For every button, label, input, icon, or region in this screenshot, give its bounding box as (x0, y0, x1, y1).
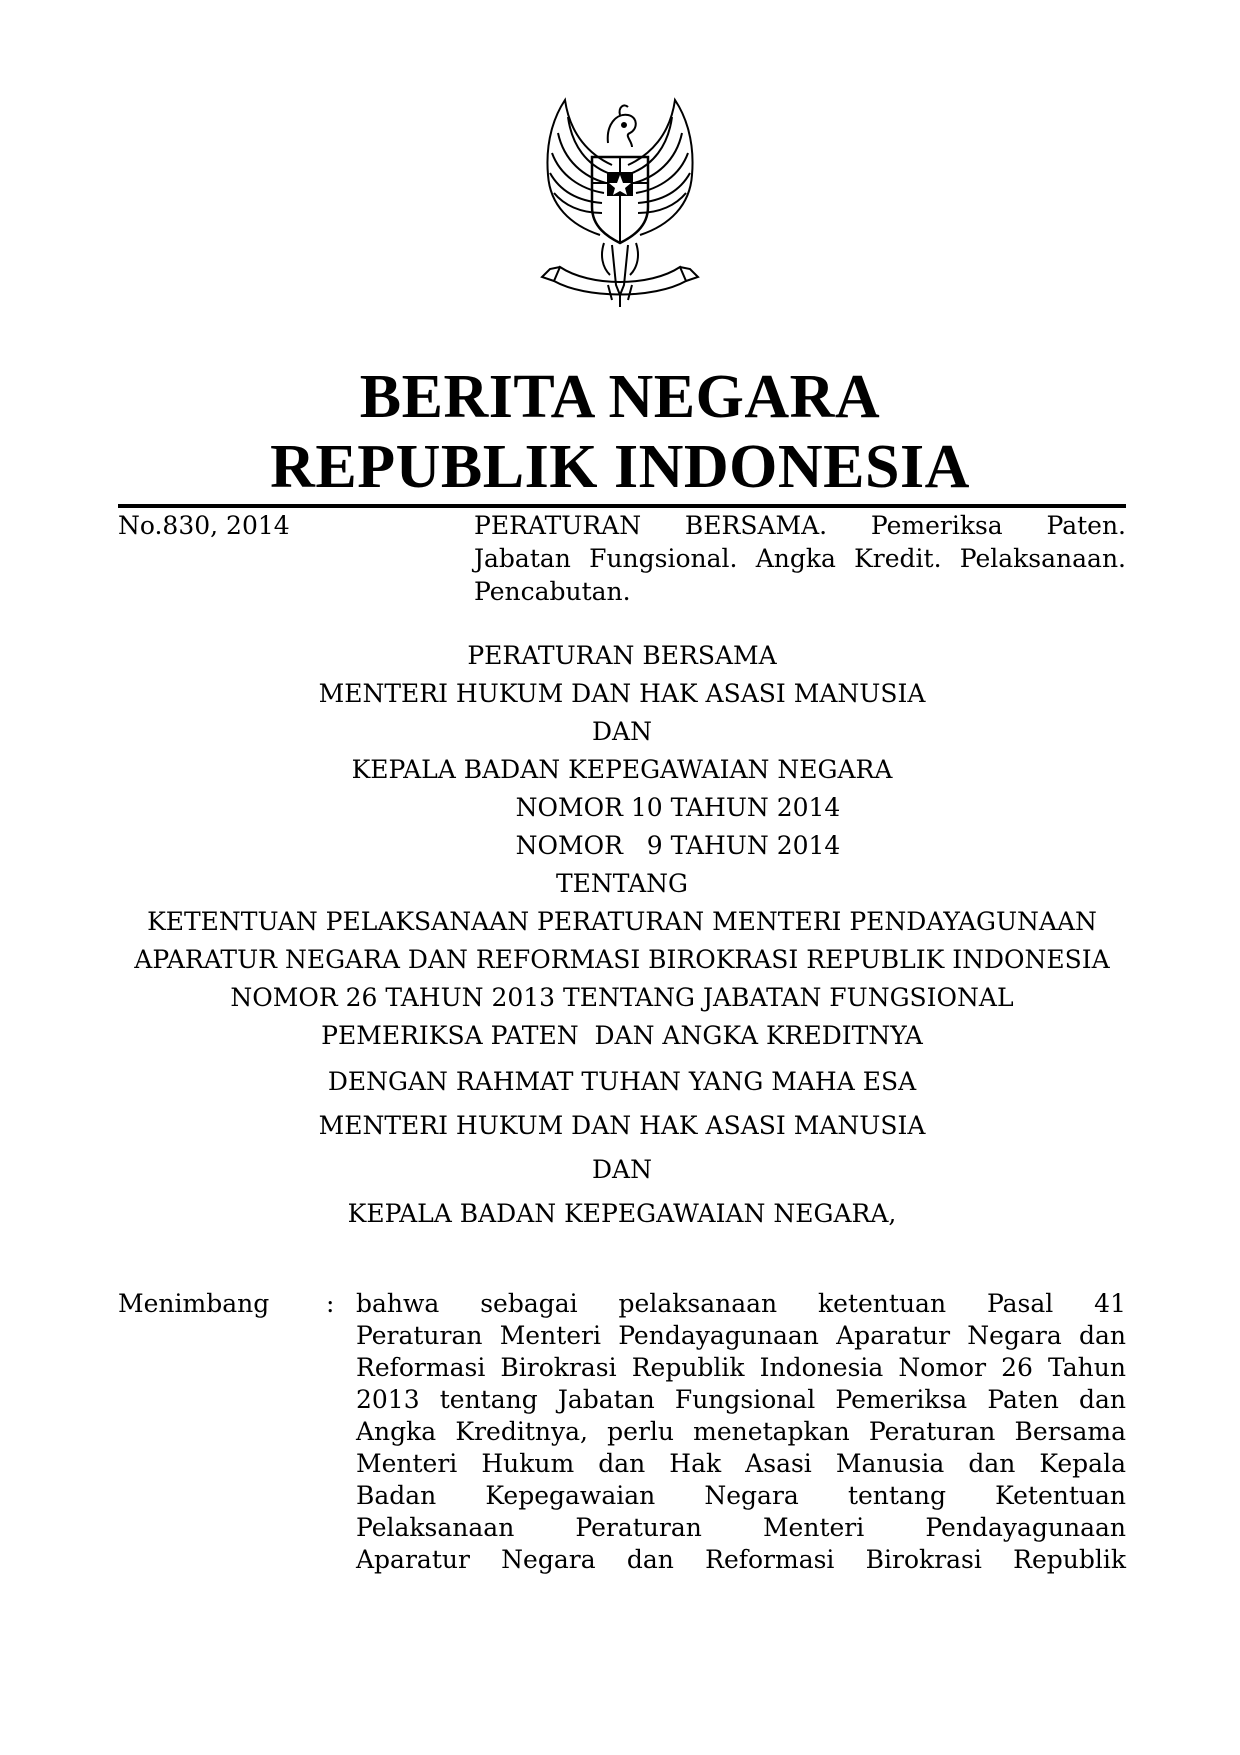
considering-colon: : (326, 1289, 335, 1318)
heading-line: KETENTUAN PELAKSANAAN PERATURAN MENTERI PENDAYAGUNAAN (147, 907, 1097, 936)
considering-line: Aparatur Negara dan Reformasi Birokrasi Republik (356, 1545, 1126, 1574)
gazette-title-line1: BERITA NEGARA (359, 363, 881, 431)
heading-line: NOMOR 10 TAHUN 2014 (515, 793, 841, 822)
preamble-line: DENGAN RAHMAT TUHAN YANG MAHA ESA (327, 1067, 917, 1096)
gazette-title-line2: REPUBLIK INDONESIA (270, 433, 970, 501)
heading-line: NOMOR 9 TAHUN 2014 (515, 831, 841, 860)
considering-text (356, 1288, 1126, 1576)
heading-line: MENTERI HUKUM DAN HAK ASASI MANUSIA (318, 679, 926, 708)
considering-line: Badan Kepegawaian Negara tentang Ketentuan (356, 1481, 1126, 1510)
heading-line: PEMERIKSA PATEN DAN ANGKA KREDITNYA (321, 1021, 923, 1050)
preamble-line: DAN (592, 1155, 652, 1184)
summary-line: Jabatan Fungsional. Angka Kredit. Pelaksanaan. (474, 544, 1126, 573)
considering-line: Peraturan Menteri Pendayagunaan Aparatur Negara dan (356, 1321, 1126, 1350)
heading-line: DAN (592, 717, 652, 746)
heading-line: TENTANG (555, 869, 688, 898)
preamble-line: KEPALA BADAN KEPEGAWAIAN NEGARA, (347, 1199, 897, 1228)
considering-line: Angka Kreditnya, perlu menetapkan Peraturan Bersama (356, 1417, 1126, 1446)
heading-line: APARATUR NEGARA DAN REFORMASI BIROKRASI REPUBLIK INDONESIA (134, 945, 1110, 974)
heading-line: KEPALA BADAN KEPEGAWAIAN NEGARA (351, 755, 893, 784)
heading-line: NOMOR 26 TAHUN 2013 TENTANG JABATAN FUNGSIONAL (230, 983, 1014, 1012)
considering-label: Menimbang (118, 1289, 270, 1318)
considering-line: 2013 tentang Jabatan Fungsional Pemeriksa Paten dan (356, 1385, 1126, 1414)
considering-line: bahwa sebagai pelaksanaan ketentuan Pasal 41 (356, 1289, 1126, 1318)
heading-line: PERATURAN BERSAMA (467, 641, 777, 670)
masthead-divider (118, 504, 1126, 508)
issue-summary (474, 509, 1126, 608)
considering-line: Pelaksanaan Peraturan Menteri Pendayagunaan (356, 1513, 1126, 1542)
issue-number: No.830, 2014 (118, 511, 290, 540)
considering-line: Menteri Hukum dan Hak Asasi Manusia dan Kepala (356, 1449, 1126, 1478)
considering-line: Reformasi Birokrasi Republik Indonesia Nomor 26 Tahun (356, 1353, 1126, 1382)
summary-line: PERATURAN BERSAMA. Pemeriksa Paten. (474, 511, 1126, 540)
summary-line: Pencabutan. (474, 577, 631, 606)
preamble-line: MENTERI HUKUM DAN HAK ASASI MANUSIA (318, 1111, 926, 1140)
garuda-emblem-icon (520, 95, 720, 310)
